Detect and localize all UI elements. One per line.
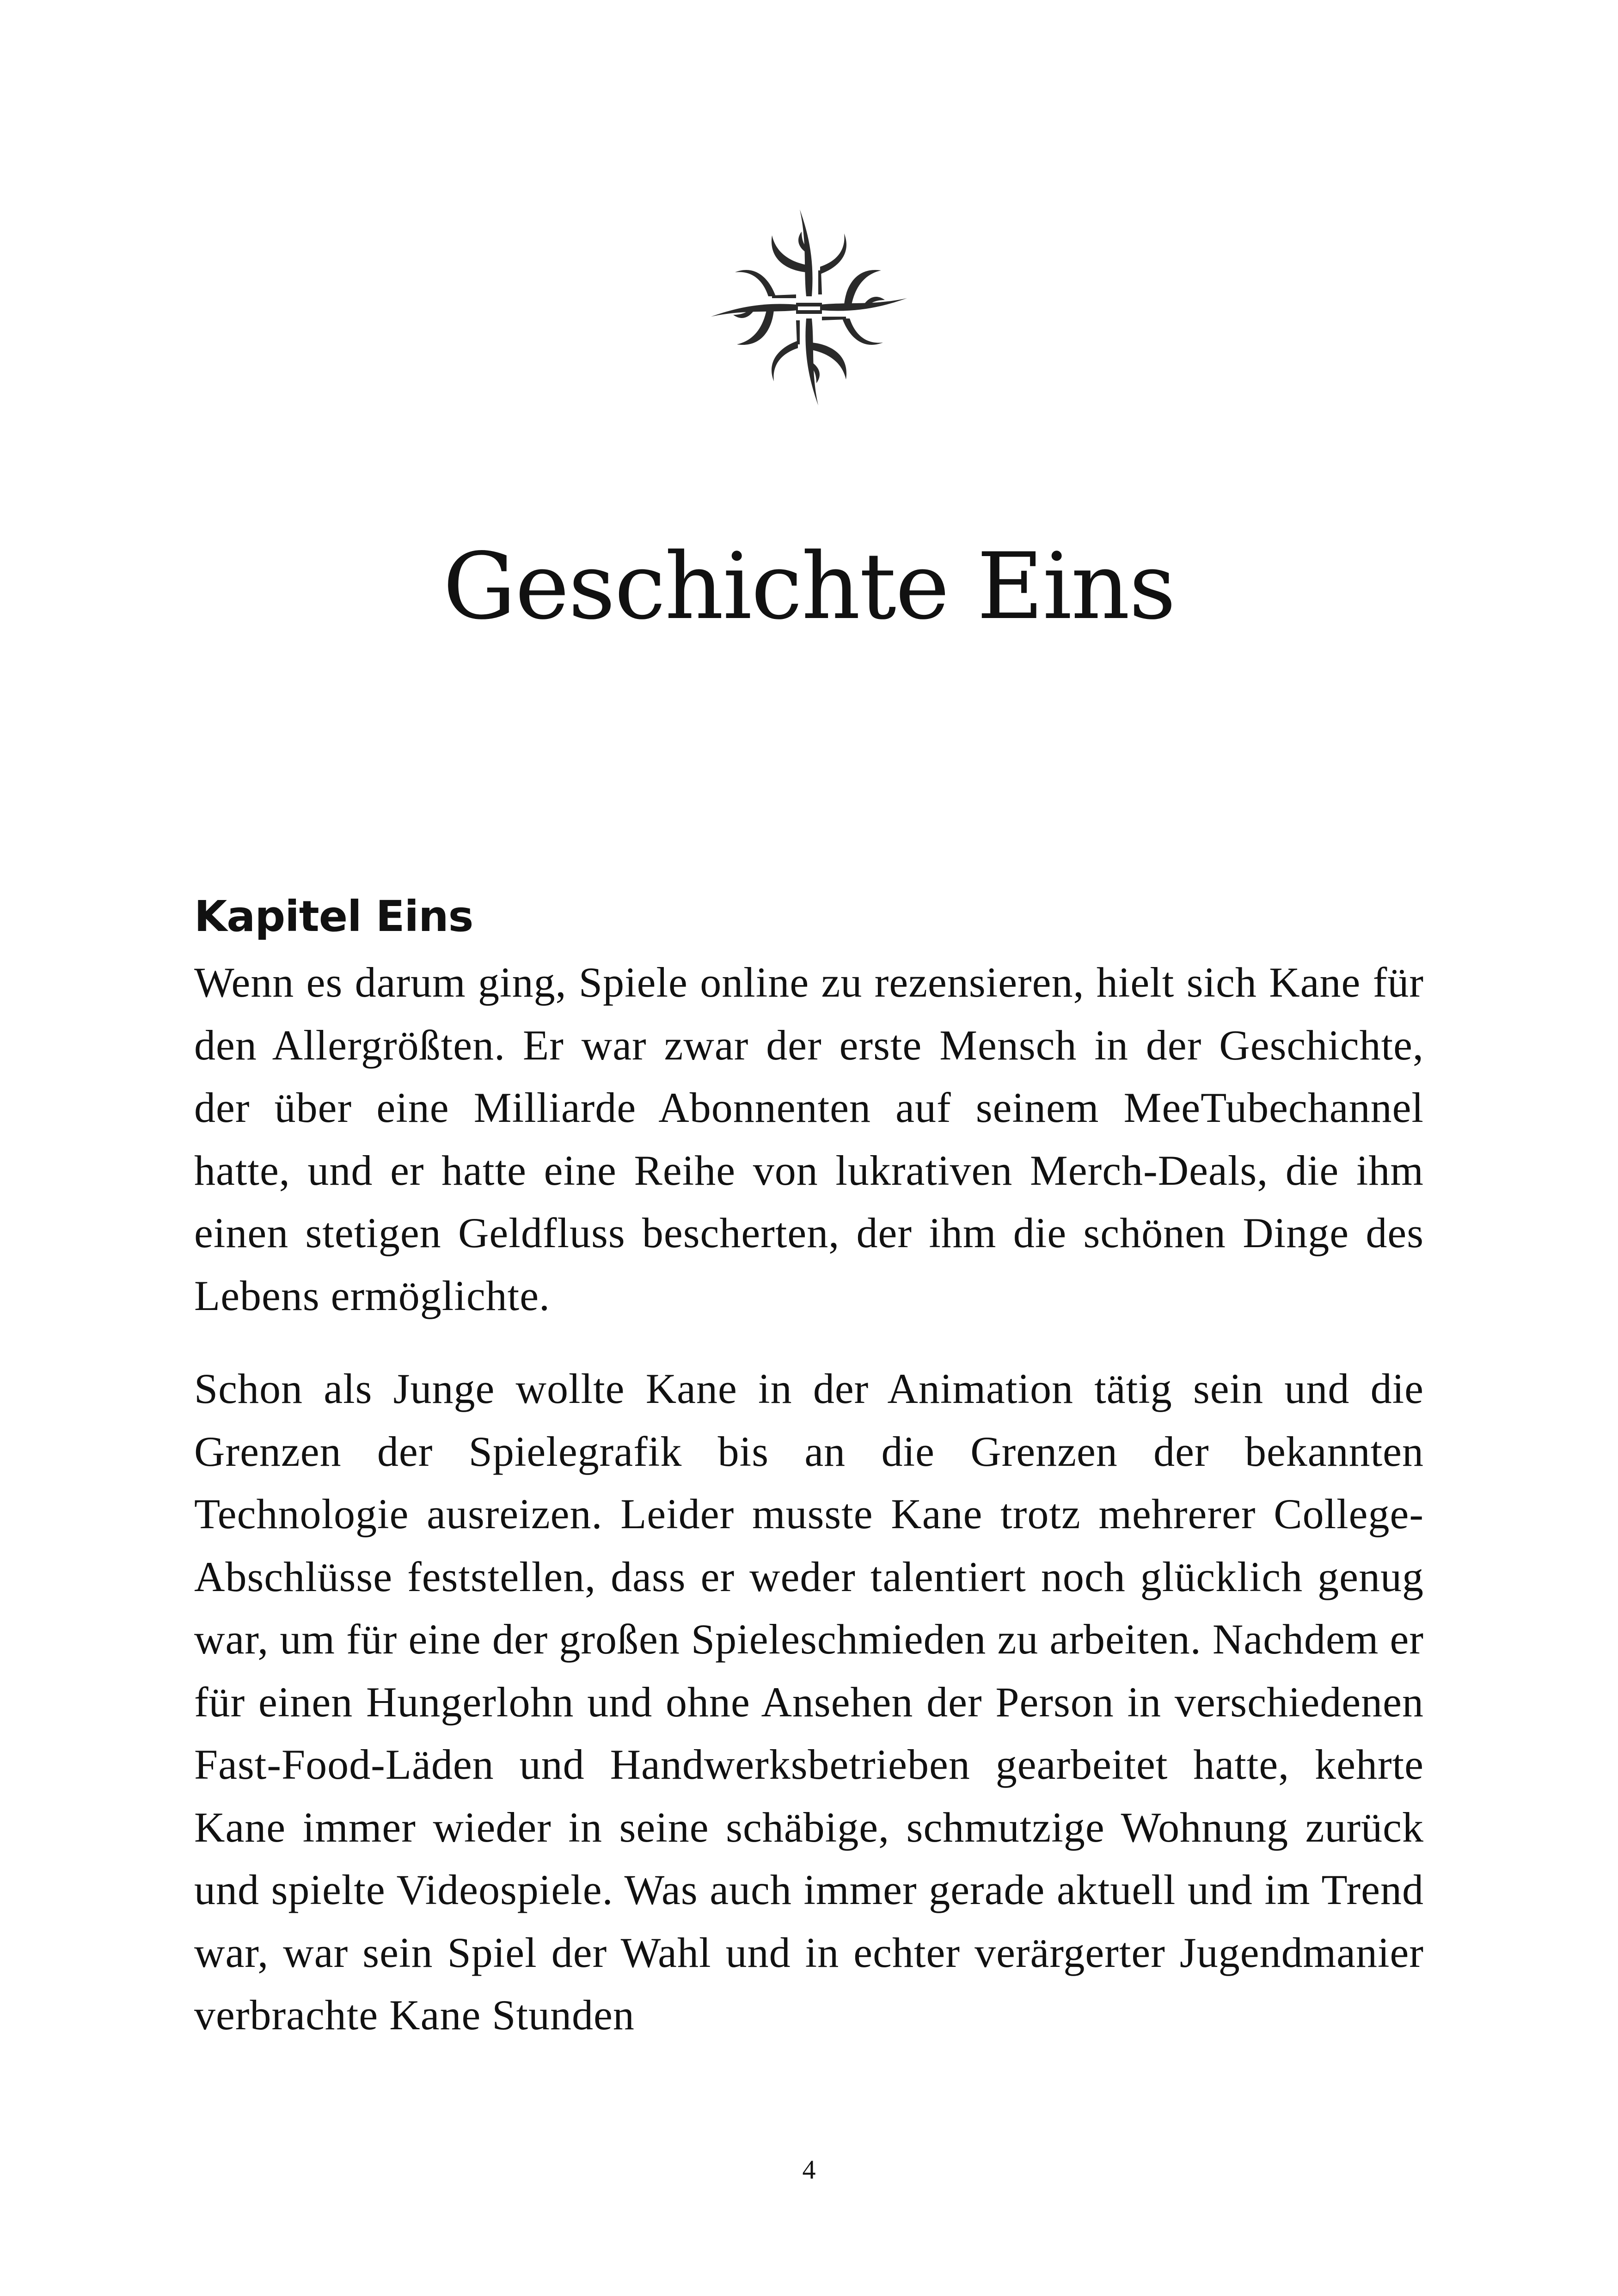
page-number: 4	[802, 2155, 816, 2185]
flourish-ornament-icon	[707, 203, 911, 411]
paragraph: Schon als Junge wollte Kane in der Animation tätig sein und die Grenzen der Spielegrafik bis an die Grenzen der bekannten Technologie ausreizen. Leider musste Kane trotz mehrerer College-Abschlüsse feststellen, dass er weder talentiert noch glücklich genug war, um für eine der großen Spieleschmieden zu arbeiten. Nachdem er für einen Hungerlohn und ohne Ansehen der Person in verschiedenen Fast-Food-Läden und Handwerksbetrieben gearbeitet hatte, kehrte Kane immer wieder in seine schäbige, schmutzige Wohnung zurück und spielte Videospiele. Was auch immer gerade aktuell und im Trend war, war sein Spiel der Wahl und in echter verärgerter Jugendmanier verbrachte Kane Stunden	[194, 1365, 1424, 2039]
chapter-content	[194, 882, 1424, 2047]
story-title: Geschichte Eins	[443, 533, 1175, 640]
chapter-title: Kapitel Eins	[194, 892, 473, 941]
paragraph: Wenn es darum ging, Spiele online zu rezensieren, hielt sich Kane für den Allergrößten. Er war zwar der erste Mensch in der Geschichte, der über eine Milliarde Abonnenten auf seinem MeeTubechannel hatte, und er hatte eine Reihe von lukrativen Merch-Deals, die ihm einen stetigen Geldfluss bescherten, der ihm die schönen Dinge des Lebens ermöglichte.	[194, 959, 1424, 1319]
